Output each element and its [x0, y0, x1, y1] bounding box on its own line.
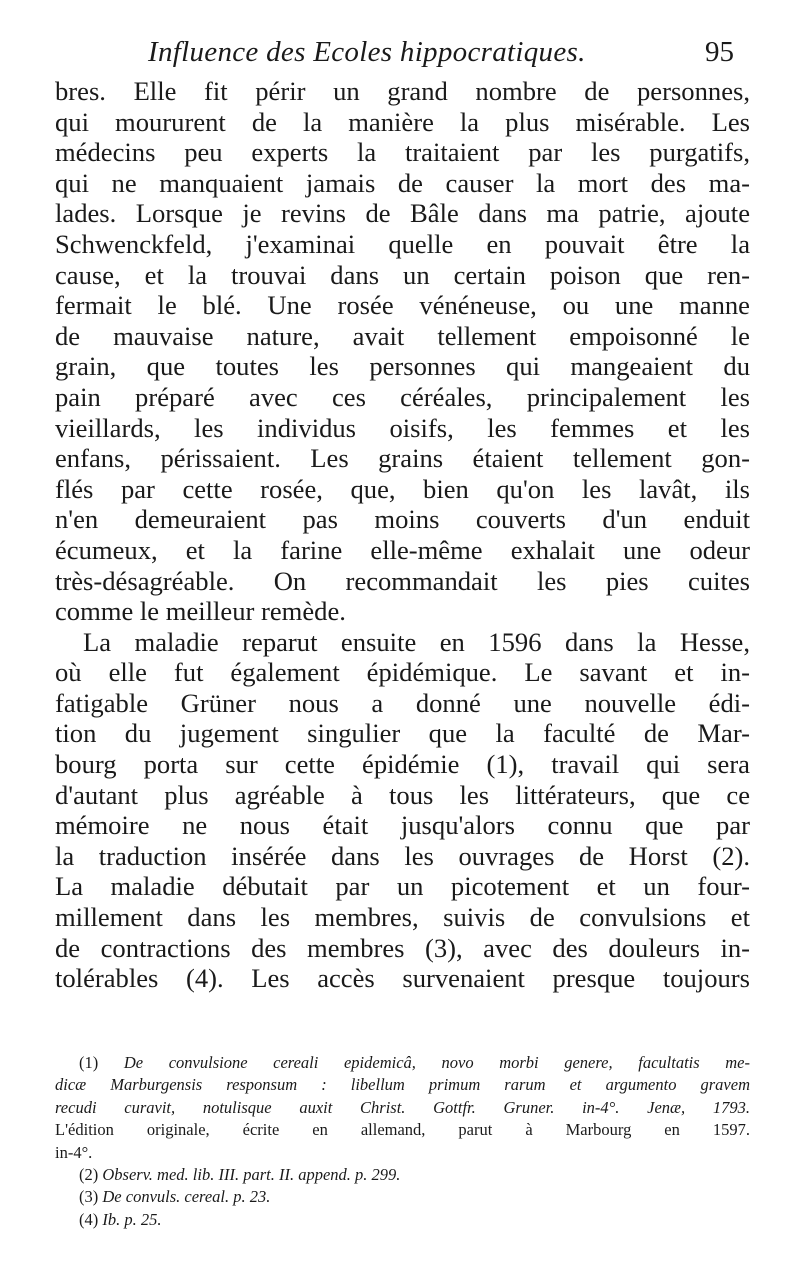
- footnotes: [55, 1052, 750, 1231]
- footnote-marker: (3): [79, 1187, 99, 1207]
- text-line: millement dans les membres, suivis de convulsions et: [55, 902, 750, 933]
- running-title: Influence des Ecoles hippocratiques.: [148, 36, 586, 68]
- footnote-1-line: [55, 1052, 750, 1074]
- footnote-1-line: in-4°.: [55, 1142, 93, 1162]
- text-line: écumeux, et la farine elle-même exhalait une odeur: [55, 534, 750, 565]
- text-line: flés par cette rosée, que, bien qu'on les lavât, ils: [55, 473, 750, 504]
- footnote-1-line: L'édition originale, écrite en allemand, parut à Marbourg en 1597.: [55, 1120, 750, 1140]
- text-line: pain préparé avec ces céréales, principalement les: [55, 381, 750, 412]
- text-line: La maladie débutait par un picotement et un four-: [55, 871, 750, 902]
- text-line: qui moururent de la manière la plus misérable. Les: [55, 106, 750, 137]
- footnote-4: [55, 1209, 750, 1231]
- text-line: grain, que toutes les personnes qui mangeaient du: [55, 351, 750, 382]
- text-line: qui ne manquaient jamais de causer la mort des ma-: [55, 167, 750, 198]
- footnote-text: De convulsione cereali epidemicâ, novo morbi genere, facultatis me-: [123, 1053, 751, 1072]
- page-header: [148, 36, 748, 80]
- footnote-1-line: dicæ Marburgensis responsum : libellum primum rarum et argumento gravem: [55, 1075, 750, 1095]
- text-line: fermait le blé. Une rosée vénéneuse, ou une manne: [55, 290, 750, 321]
- text-line: n'en demeuraient pas moins couverts d'un enduit: [55, 504, 750, 535]
- text-line: mémoire ne nous était jusqu'alors connu que par: [55, 810, 750, 841]
- footnote-2: [55, 1164, 750, 1186]
- body-text: [55, 76, 750, 994]
- text-line: cause, et la trouvai dans un certain poison que ren-: [55, 259, 750, 290]
- text-line: très-désagréable. On recommandait les pies cuites: [55, 565, 750, 596]
- footnote-3: [55, 1186, 750, 1208]
- footnote-text: De convuls. cereal. p. 23.: [102, 1187, 271, 1207]
- footnote-text: Ib. p. 25.: [102, 1209, 162, 1229]
- footnote-marker: (4): [79, 1209, 99, 1229]
- text-line: fatigable Grüner nous a donné une nouvelle édi-: [55, 687, 750, 718]
- text-line: tion du jugement singulier que la faculté de Mar-: [55, 718, 750, 749]
- text-line: enfans, périssaient. Les grains étaient tellement gon-: [55, 443, 750, 474]
- text-line: Schwenckfeld, j'examinai quelle en pouvait être la: [55, 228, 750, 259]
- paragraph-start-line: La maladie reparut ensuite en 1596 dans la Hesse,: [83, 626, 750, 657]
- footnote-marker: (2): [79, 1164, 99, 1184]
- text-line: bres. Elle fit périr un grand nombre de personnes,: [55, 76, 750, 106]
- text-line: tolérables (4). Les accès survenaient presque toujours: [55, 963, 750, 994]
- text-line: de contractions des membres (3), avec des douleurs in-: [55, 932, 750, 963]
- footnote-text: Observ. med. lib. III. part. II. append. p. 299.: [102, 1164, 401, 1184]
- text-line: d'autant plus agréable à tous les littérateurs, que ce: [55, 779, 750, 810]
- text-line: vieillards, les individus oisifs, les femmes et les: [55, 412, 750, 443]
- text-line: lades. Lorsque je revins de Bâle dans ma patrie, ajoute: [55, 198, 750, 229]
- text-line: bourg porta sur cette épidémie (1), travail qui sera: [55, 749, 750, 780]
- footnote-1-line: recudi curavit, notulisque auxit Christ. Gottfr. Gruner. in-4°. Jenæ, 1793.: [55, 1097, 750, 1117]
- text-line: de mauvaise nature, avait tellement empoisonné le: [55, 320, 750, 351]
- text-line: où elle fut également épidémique. Le savant et in-: [55, 657, 750, 688]
- page-number: 95: [705, 36, 734, 68]
- footnote-marker: (1): [79, 1053, 99, 1072]
- text-line: la traduction insérée dans les ouvrages de Horst (2).: [55, 840, 750, 871]
- text-line: médecins peu experts la traitaient par les purgatifs,: [55, 137, 750, 168]
- paragraph-end-line: comme le meilleur remède.: [55, 596, 346, 627]
